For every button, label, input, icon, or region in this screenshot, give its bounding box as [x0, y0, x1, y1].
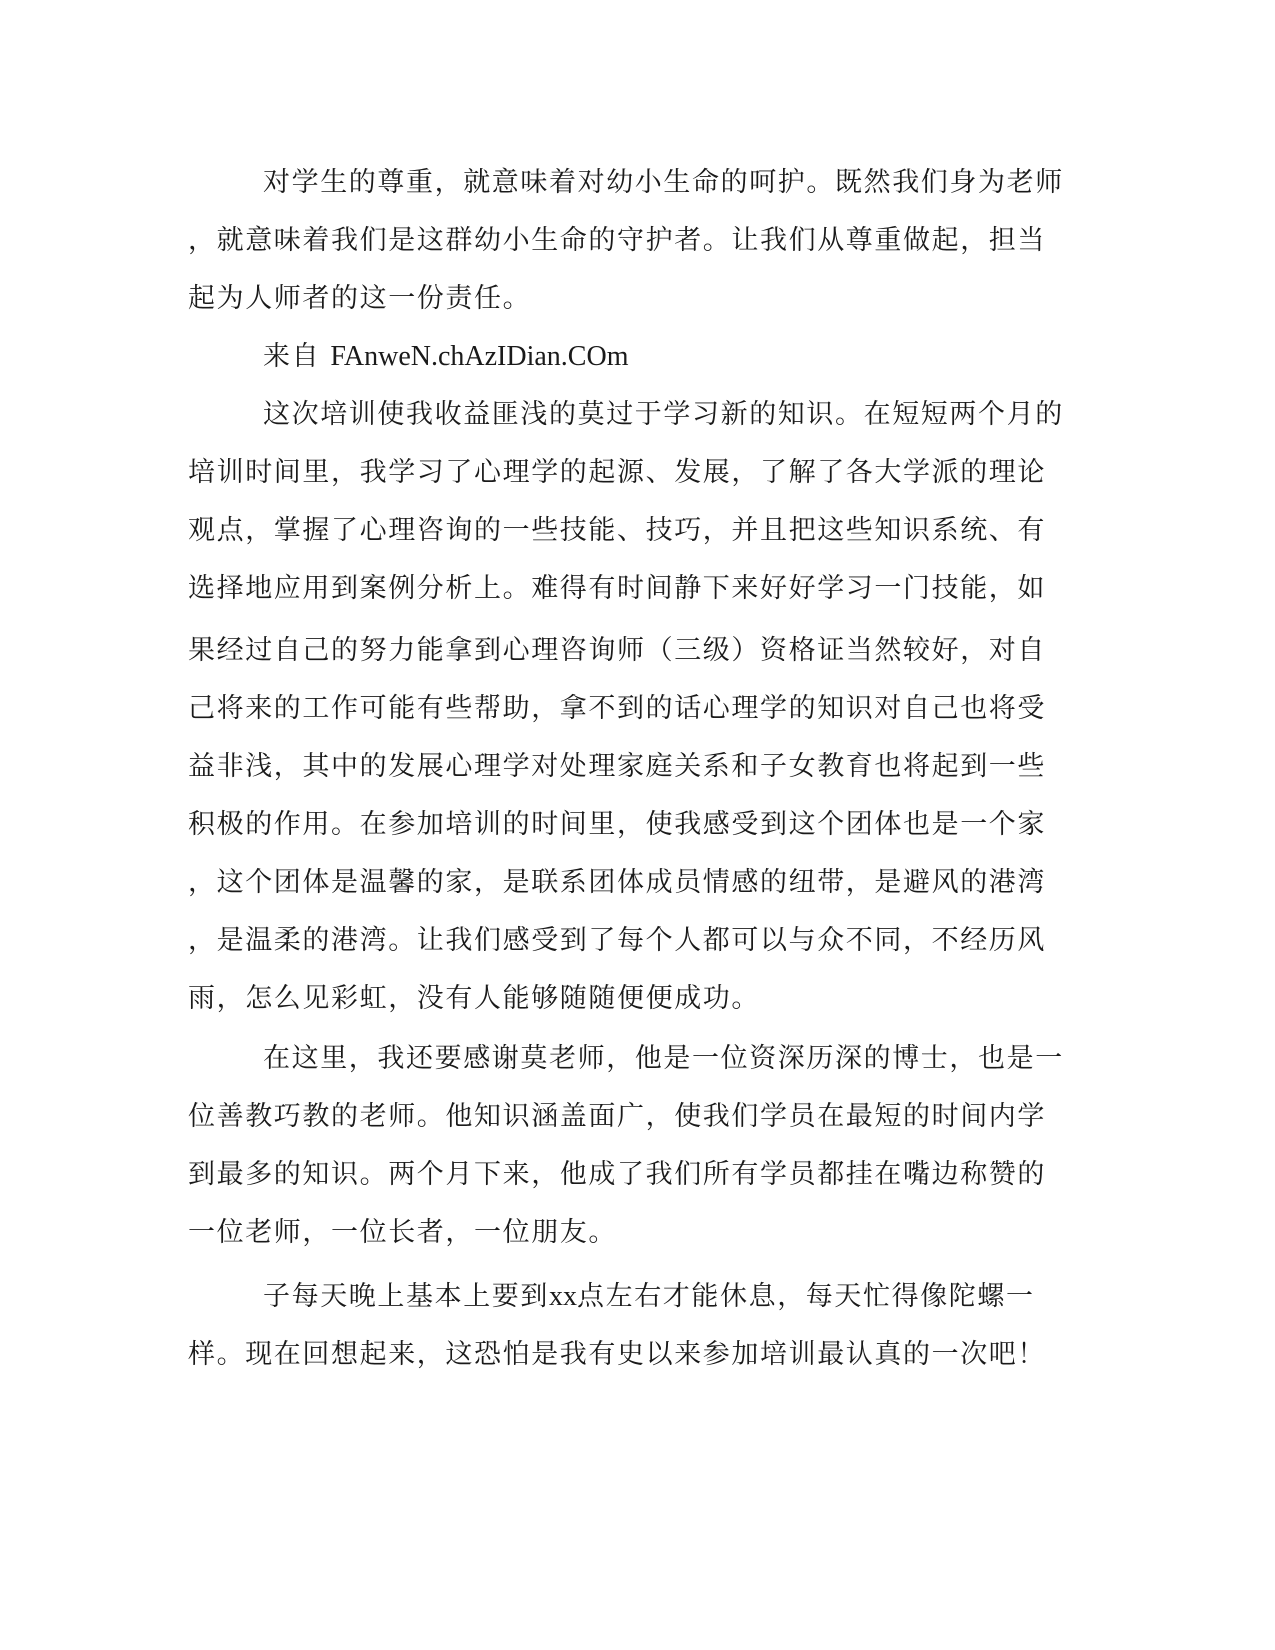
paragraph-2-line-6: 己将来的工作可能有些帮助，拿不到的话心理学的知识对自己也将受 — [188, 693, 1046, 724]
paragraph-2-line-5: 果经过自己的努力能拿到心理咨询师（三级）资格证当然较好，对自 — [188, 635, 1046, 666]
paragraph-4-line-1-latin: xx — [549, 1281, 577, 1312]
paragraph-2-line-4: 选择地应用到案例分析上。难得有时间静下来好好学习一门技能，如 — [188, 573, 1046, 604]
source-note — [263, 340, 628, 374]
paragraph-1-line-3: 起为人师者的这一份责任。 — [188, 283, 532, 314]
paragraph-4-line-1-before: 子每天晚上基本上要到 — [263, 1281, 549, 1312]
paragraph-4-line-1 — [263, 1280, 1035, 1314]
paragraph-2-line-7: 益非浅，其中的发展心理学对处理家庭关系和子女教育也将起到一些 — [188, 751, 1046, 782]
paragraph-3-line-2: 位善教巧教的老师。他知识涵盖面广，使我们学员在最短的时间内学 — [188, 1101, 1046, 1132]
paragraph-4-line-1-after: 点左右才能休息，每天忙得像陀螺一 — [577, 1281, 1035, 1312]
paragraph-3-line-1: 在这里，我还要感谢莫老师，他是一位资深历深的博士，也是一 — [263, 1043, 1064, 1074]
paragraph-3-line-3: 到最多的知识。两个月下来，他成了我们所有学员都挂在嘴边称赞的 — [188, 1159, 1046, 1190]
paragraph-2-line-9: ，这个团体是温馨的家，是联系团体成员情感的纽带，是避风的港湾 — [188, 867, 1046, 898]
paragraph-2-line-1: 这次培训使我收益匪浅的莫过于学习新的知识。在短短两个月的 — [263, 399, 1064, 430]
paragraph-1-line-1: 对学生的尊重，就意味着对幼小生命的呵护。既然我们身为老师 — [263, 167, 1064, 198]
paragraph-2-line-3: 观点，掌握了心理咨询的一些技能、技巧，并且把这些知识系统、有 — [188, 515, 1046, 546]
paragraph-2-line-11: 雨，怎么见彩虹，没有人能够随随便便成功。 — [188, 983, 760, 1014]
paragraph-1-line-2: ，就意味着我们是这群幼小生命的守护者。让我们从尊重做起，担当 — [188, 225, 1046, 256]
paragraph-2-line-8: 积极的作用。在参加培训的时间里，使我感受到这个团体也是一个家 — [188, 809, 1046, 840]
source-note-url: FAnweN.chAzIDian.COm — [330, 341, 629, 372]
paragraph-4-line-2: 样。现在回想起来，这恐怕是我有史以来参加培训最认真的一次吧！ — [188, 1339, 1046, 1370]
paragraph-2-line-10: ，是温柔的港湾。让我们感受到了每个人都可以与众不同，不经历风 — [188, 925, 1046, 956]
paragraph-2-line-2: 培训时间里，我学习了心理学的起源、发展，了解了各大学派的理论 — [188, 457, 1046, 488]
source-note-prefix: 来自 — [263, 341, 321, 372]
paragraph-3-line-4: 一位老师，一位长者，一位朋友。 — [188, 1217, 617, 1248]
